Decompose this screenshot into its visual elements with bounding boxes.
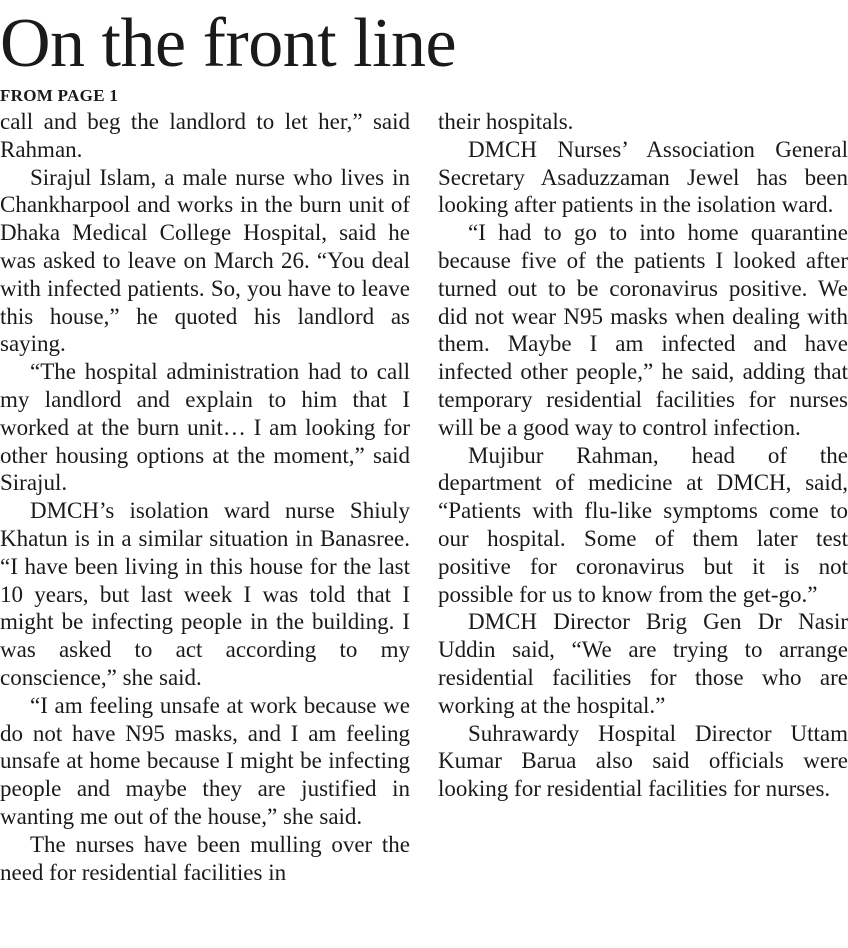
article-column-left <box>0 108 410 886</box>
paragraph: The nurses have been mulling over the need for residential facilities in <box>0 831 410 885</box>
paragraph: Sirajul Islam, a male nurse who lives in Chankharpool and works in the burn unit of Dhaka Medical College Hospital, said he was asked to leave on March 26. “You deal with infected patients. So, you have to leave this house,” he quoted his landlord as saying. <box>0 164 410 357</box>
article-column-right <box>438 108 848 803</box>
paragraph: call and beg the landlord to let her,” said Rahman. <box>0 109 410 162</box>
headline: On the front line <box>0 5 457 82</box>
paragraph: DMCH Nurses’ Association General Secretary Asaduzzaman Jewel has been looking after patients in the isolation ward. <box>438 136 848 218</box>
paragraph: DMCH’s isolation ward nurse Shiuly Khatun is in a similar situation in Banasree. “I have been living in this house for the last 10 years, but last week I was told that I might be infecting people in the building. I was asked to act according to my conscience,” she said. <box>0 498 410 690</box>
paragraph: “I am feeling unsafe at work because we do not have N95 masks, and I am feeling unsafe at home because I might be infecting people and maybe they are justified in wanting me out of the house,” she said. <box>0 692 410 829</box>
paragraph: “I had to go to into home quarantine because five of the patients I looked after turned out to be coronavirus positive. We did not wear N95 masks when dealing with them. Maybe I am infected and have infected other people,” he said, adding that temporary residential facilities for nurses will be a good way to control infection. <box>438 220 848 440</box>
paragraph: their hospitals. <box>438 109 574 134</box>
paragraph: DMCH Director Brig Gen Dr Nasir Uddin said, “We are trying to arrange residential facilities for those who are working at the hospital.” <box>438 609 848 718</box>
paragraph: “The hospital administration had to call my landlord and explain to him that I worked at the burn unit… I am looking for other housing options at the moment,” said Sirajul. <box>0 359 410 496</box>
jump-line: FROM PAGE 1 <box>0 86 119 105</box>
paragraph: Suhrawardy Hospital Director Uttam Kumar Barua also said officials were looking for residential facilities for nurses. <box>438 720 848 802</box>
paragraph: Mujibur Rahman, head of the department of medicine at DMCH, said, “Patients with flu-like symptoms come to our hospital. Some of them later test positive for coronavirus but it is not possible for us to know from the get-go.” <box>438 442 848 607</box>
